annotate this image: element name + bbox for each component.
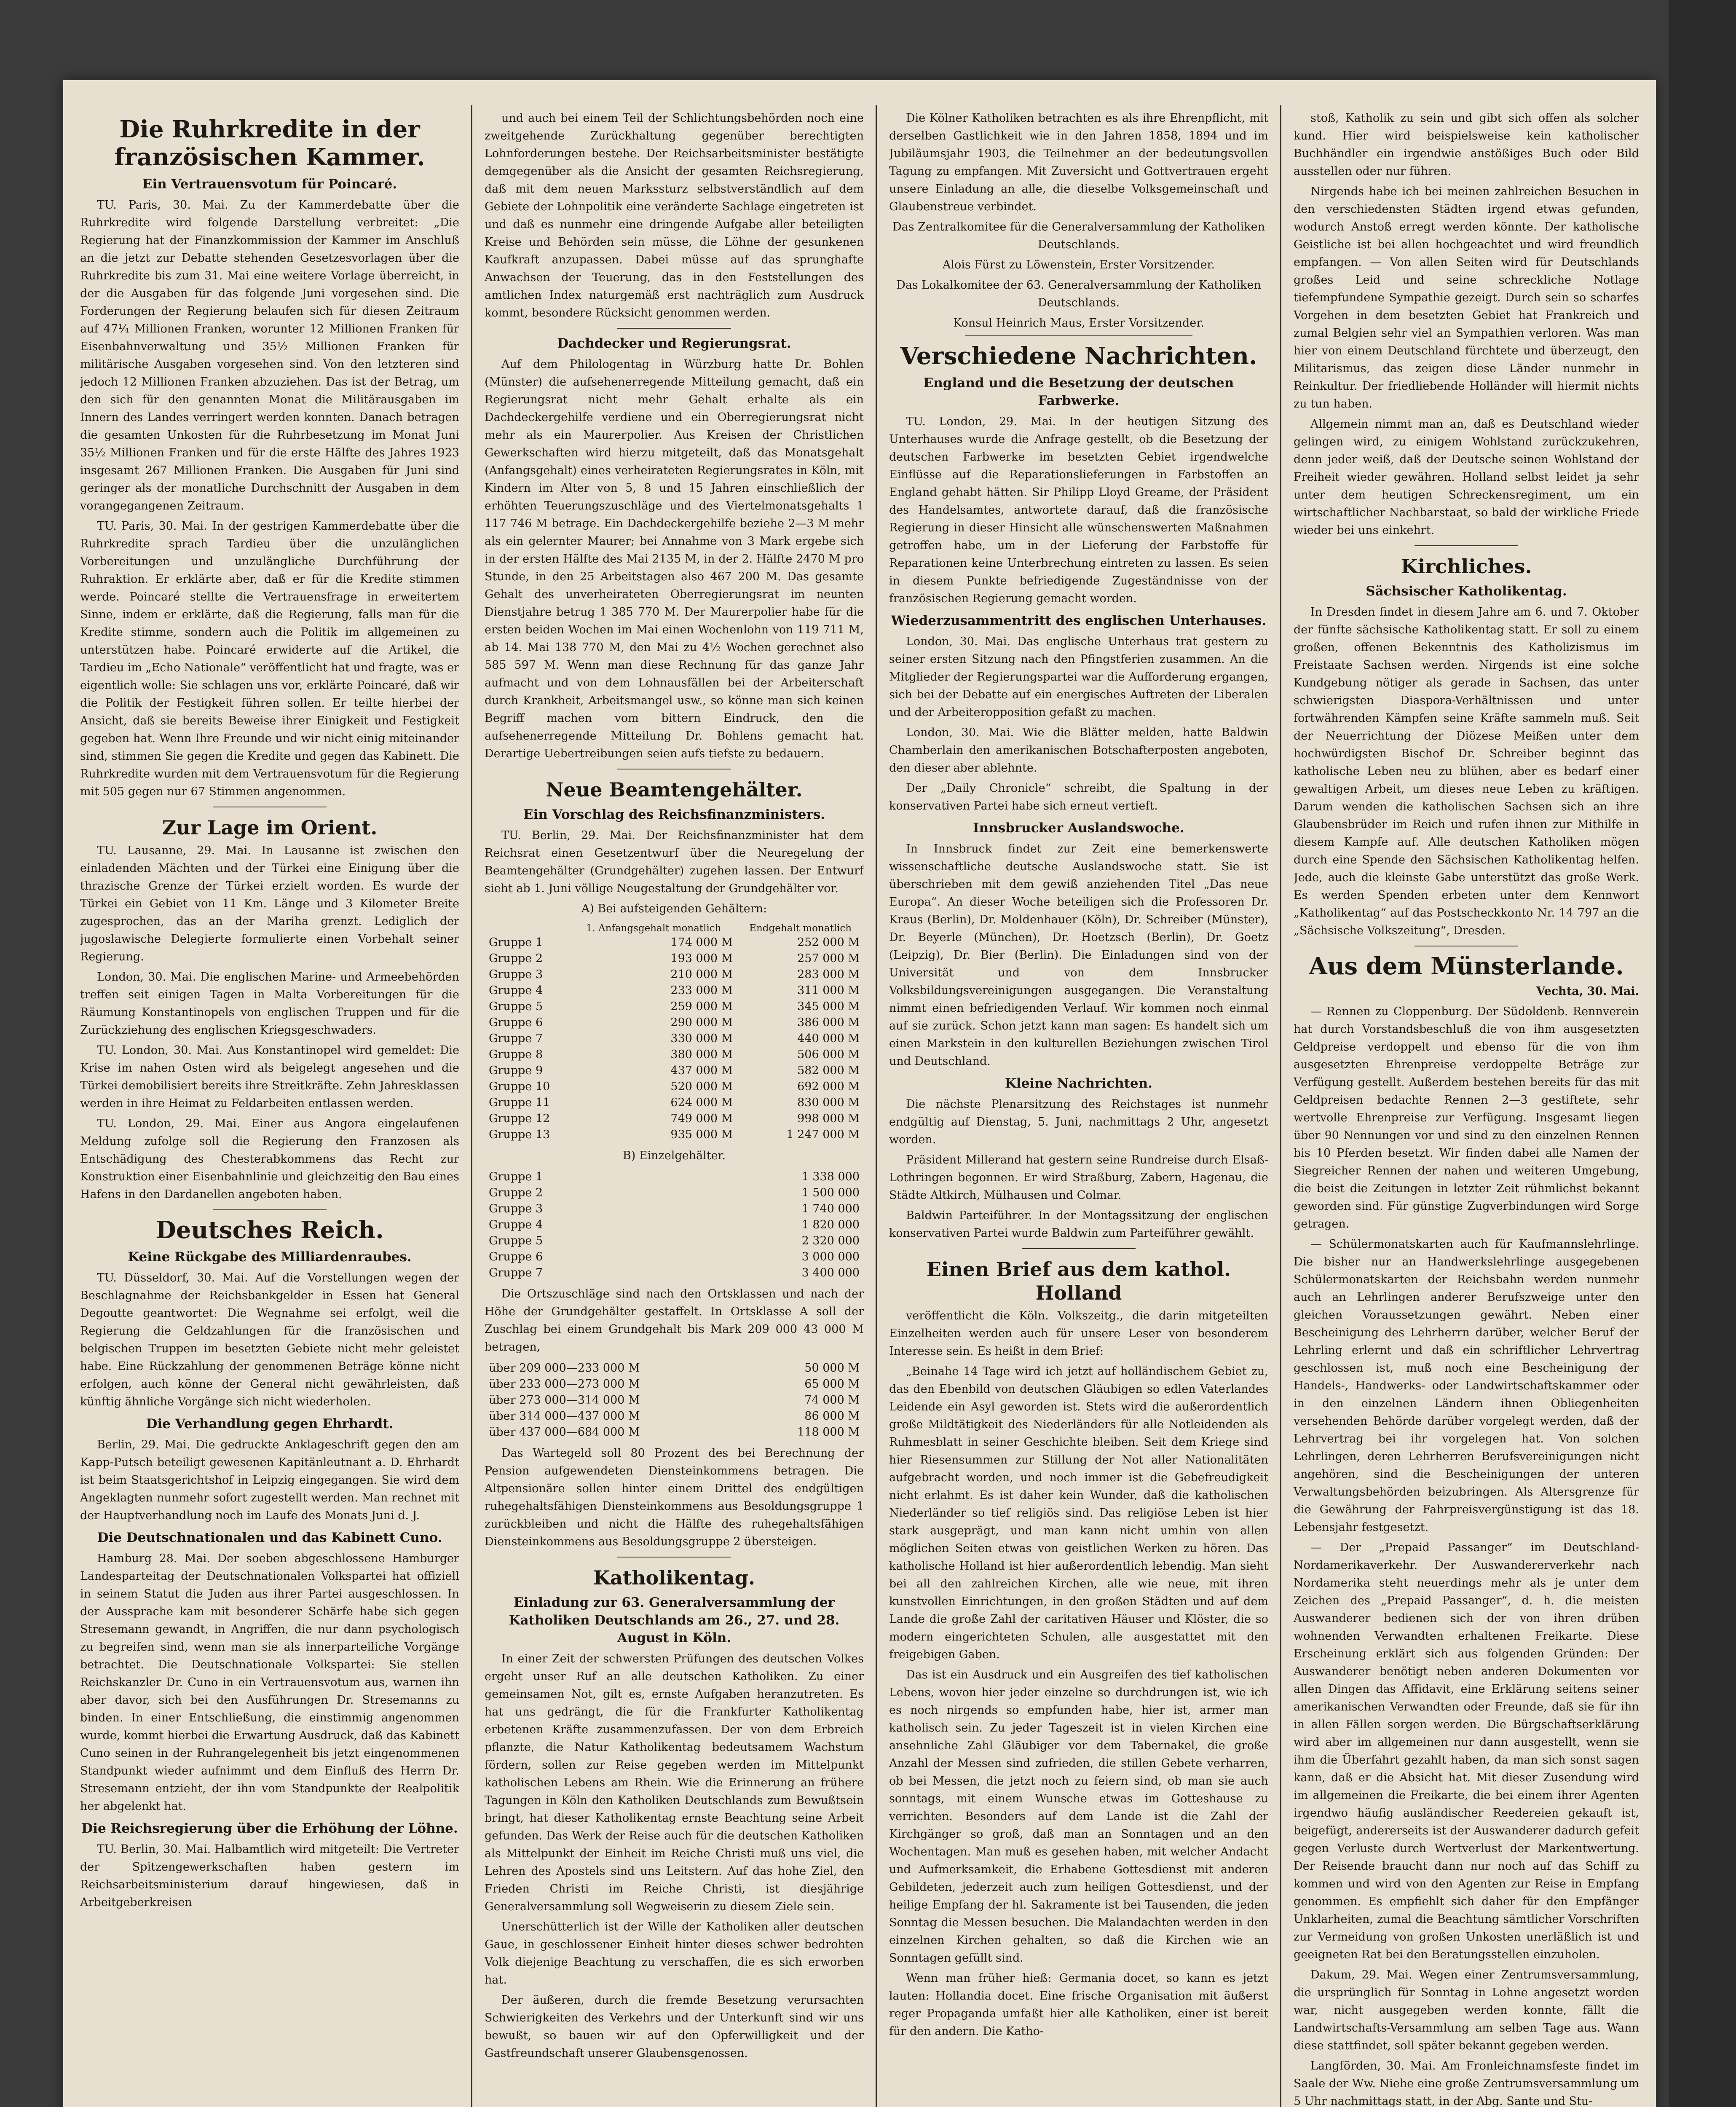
newspaper-page: [63, 80, 1656, 2107]
supplement-table: [485, 1360, 864, 1440]
subheadline: Sächsischer Katholikentag.: [1366, 584, 1567, 599]
table-cell-label: über 314 000—437 000 M: [489, 1410, 640, 1423]
table-cell-label: Gruppe 12: [489, 1112, 550, 1125]
article-paragraph: Nirgends habe ich bei meinen zahlreichen Besuchen in den verschiedensten Städten irgend etwas gefunden, wodurch Anstoß erregt werden könnte. Der katholische Geistliche ist bei allen hochgeachtet und wird freundlich empfangen. — Von allen Seiten wird für Deutschlands großes Leid und seine schreckliche Notlage tiefempfundene Sympathie gezeigt. Durch sein so scharfes Vorgehen in dem besetzten Gebiet hat Frankreich und zumal Belgien sehr viel an Sympathien verloren. Was man hier von einem Deutschland fürchtete und überzeugt, den Militarismus, das zeigen diese Länder nunmehr in Reinkultur. Der friedliebende Holländer will hiermit nichts zu tun haben.: [1294, 185, 1639, 410]
article-paragraph: Berlin, 29. Mai. Die gedruckte Anklageschrift gegen den am Kapp-Putsch beteiligt gewesenen Kapitänleutnant a. D. Ehrhardt ist beim Staatsgerichtshof in Leipzig eingegangen. Sie wird dem Angeklagten nunmehr sofort zugestellt werden. Man rechnet mit der Hauptverhandlung noch im Laufe des Monats Juni d. J.: [80, 1438, 459, 1522]
table-cell-value: 3 000 000: [801, 1250, 860, 1263]
article-paragraph: Hamburg 28. Mai. Der soeben abgeschlossene Hamburger Landesparteitag der Deutschnationalen Volkspartei hat offiziell in seinem Statut die Juden aus ihrer Partei ausgeschlossen. In der Aussprache kam mit besonderer Schärfe habe sich gegen Stresemann gewandt, in Angriffen, die nur dann psychologisch zu begreifen sind, wenn man sie als innerparteiliche Vorgänge betrachtet. Die Deutschnationale Volkspartei: Sie stellen Reichskanzler Dr. Cuno in ein Vertrauensvotum aus, warnen ihn aber davor, sich bei den Ausführungen Dr. Stresemanns zu binden. In einer Entschließung, die einstimmig angenommen wurde, kommt hierbei die Erwartung Ausdruck, daß das Kabinett Cuno seinen in der Ruhrangelegenheit bis jetzt eingenommenen Standpunkt wieder aufnimmt und dem Einfluß des Herrn Dr. Stresemann entzieht, der ihn vom Standpunkte der Realpolitik her abgelenkt hat.: [80, 1552, 459, 1813]
article-paragraph: Das ist ein Ausdruck und ein Ausgreifen des tief katholischen Lebens, wovon hier jeder einzelne so durchdrungen ist, wie ich es noch nirgends so empfunden habe, hier ist, armer man katholisch sein. Zu jeder Tageszeit ist in vielen Kirchen eine ansehnliche Zahl Gläubiger vor dem Tabernakel, die große Anzahl der Messen sind zufrieden, die stillen Gebete verharren, ob bei Messen, die jetzt noch zu feiern sind, ob man sie auch sonntags, mit einem Wunsche etwas im Gotteshause zu verrichten. Besonders auf dem Lande ist die Zahl der Kirchgänger so groß, daß man an Sonntagen und an den Wochentagen. Man muß es gesehen haben, mit welcher Andacht und Aufmerksamkeit, die Erhabene Gottesdienst mit anderen Gebildeten, jederzeit auch zum heiligen Gottesdienst, und der heilige Empfang der hl. Sakramente ist bei Tausenden, die jeden Sonntag die Messen besuchen. Die Malandachten werden in den einzelnen Kirchen gehalten, so daß die Kirchen wie an Sonntagen gefüllt sind.: [889, 1668, 1268, 1965]
article-paragraph: Der „Daily Chronicle“ schreibt, die Spaltung in der konservativen Partei habe sich erneut vertieft.: [889, 782, 1268, 812]
column-rule: [876, 105, 877, 2107]
table-row: [485, 1360, 864, 1376]
table-row: [485, 935, 864, 951]
article-paragraph: veröffentlicht die Köln. Volkszeitg., die darin mitgeteilten Einzelheiten werden auch für unsere Leser von besonderem Interesse sein. Es heißt in dem Brief:: [889, 1309, 1268, 1358]
table-cell-value: 749 000 M: [670, 1112, 733, 1125]
scan-border: [1669, 0, 1736, 2107]
table-row: [485, 1095, 864, 1111]
article-paragraph: Allgemein nimmt man an, daß es Deutschland wieder gelingen wird, zu einigem Wohlstand zurückzukehren, denn jeder weiß, daß der Deutsche seinen Wohlstand der Freiheit wieder gewähren. Holland selbst leidet ja sehr unter dem heutigen Schreckensregiment, um ein wirtschaftlicher Nachbarstaat, so bald der wirkliche Friede wieder bei uns einkehrt.: [1294, 418, 1639, 537]
table-cell-value: 692 000 M: [797, 1080, 860, 1093]
table-row: [485, 1233, 864, 1249]
table-cell-value: 3 400 000: [801, 1266, 860, 1279]
headline-katholikentag: Katholikentag.: [593, 1566, 755, 1589]
subheadline: Innsbrucker Auslandswoche.: [973, 820, 1184, 836]
article-paragraph: TU. Paris, 30. Mai. Zu der Kammerdebatte über die Ruhrkredite wird folgende Darstellung verbreitet: „Die Regierung hat der Finanzkommission der Kammer im Anschluß an die jetzt zur Debatte stehenden Gesetzesvorlagen über die Ruhrkredite bis zum 31. Mai eine weitere Vorlage überreicht, in der die Ausgaben für das folgende Juni vorgesehen sind. Die Forderungen der Regierung belaufen sich für diesen Zeitraum auf 47¼ Millionen Franken, worunter 12 Millionen Franken für Eisenbahnverwaltung und 35½ Millionen Franken für militärische Ausgaben vorgesehen sind. Von den letzteren sind jedoch 12 Millionen Franken abzuziehen. Das ist der Betrag, um den sich für den genannten Monat die Militärausgaben im Innern des Landes verringert werden konnten. Danach betragen die gesamten Unkosten für die Ruhrbesetzung im Monat Juni 35½ Millionen Franken und für die erste Hälfte des Jahres 1923 insgesamt 267 Millionen Franken. Die Ausgaben für Juni sind geringer als der monatliche Durchschnitt der Ausgaben in dem vorangegangenen Zeitraum.: [80, 198, 459, 512]
table-cell-value: 311 000 M: [797, 984, 860, 997]
table-cell-label: Gruppe 10: [489, 1080, 550, 1093]
table-cell-label: Gruppe 2: [489, 952, 543, 965]
column-1: [80, 110, 459, 2107]
article-paragraph: Langförden, 30. Mai. Am Fronleichnamsfeste findet im Saale der Ww. Niehe eine große Zentrumsversammlung um 5 Uhr nachmittags statt, in der Abg. Sante und Stu-: [1294, 2059, 1639, 2107]
table-row: [485, 1424, 864, 1440]
table-row: [485, 951, 864, 967]
table-cell-value: 1 500 000: [801, 1186, 860, 1199]
divider: [965, 335, 1192, 336]
headline-kirchliches: Kirchliches.: [1401, 555, 1532, 578]
column-2: [485, 110, 864, 2107]
article-paragraph: Der äußeren, durch die fremde Besetzung verursachten Schwierigkeiten des Verkehrs und der Unterkunft sind wir uns bewußt, so bauen wir auf den Opferwilligkeit und der Gastfreundschaft unserer Glaubensgenossen.: [485, 1994, 864, 2060]
table-cell-label: über 233 000—273 000 M: [489, 1378, 640, 1391]
article-paragraph: und auch bei einem Teil der Schlichtungsbehörden noch eine zweitgehende Zurückhaltung gegenüber berechtigten Lohnforderungen bestehe. Der Reichsarbeitsminister bestätigte demgegenüber als die Ansicht der gesamten Reichsregierung, daß mit dem neuen Markssturz selbstverständlich auf dem Gebiete der Lohnpolitik eine veränderte Sachlage eingetreten ist und daß es nunmehr eine dringende Aufgabe aller beteiligten Kreise und Behörden sein müsse, die Löhne der gesunkenen Kaufkraft anzupassen. Dabei müsse auf das sprunghafte Anwachsen der Teuerung, das in den Feststellungen des amtlichen Index naturgemäß erst nachträglich zum Ausdruck kommt, besondere Rücksicht genommen werden.: [485, 112, 864, 319]
salary-table-a: [485, 922, 864, 1143]
signature: Konsul Heinrich Maus, Erster Vorsitzender.: [953, 316, 1204, 330]
table-cell-value: 1 740 000: [801, 1202, 860, 1215]
signature: Das Zentralkomitee für die Generalversammlung der Katholiken Deutschlands.: [892, 220, 1265, 251]
table-cell-label: Gruppe 7: [489, 1032, 543, 1045]
table-cell-label: Gruppe 1: [489, 1170, 543, 1183]
table-cell-value: 1 247 000 M: [786, 1128, 860, 1141]
table-cell-value: 506 000 M: [797, 1048, 860, 1061]
table-cell-value: 935 000 M: [670, 1128, 733, 1141]
subheadline: Die Verhandlung gegen Ehrhardt.: [146, 1416, 394, 1431]
table-cell-value: 345 000 M: [797, 1000, 860, 1013]
table-header: Endgehalt monatlich: [749, 923, 852, 934]
table-cell-value: 283 000 M: [797, 968, 860, 981]
table-row: [485, 1201, 864, 1217]
table-cell-label: Gruppe 13: [489, 1128, 550, 1141]
table-cell-value: 437 000 M: [670, 1064, 733, 1077]
article-paragraph: — Schülermonatskarten auch für Kaufmannslehrlinge. Die bisher nur an Handwerkslehrlinge ausgegebenen Schülermonatskarten der Reichsbahn werden nunmehr auch an Lehrlingen anderer Berufszweige unter den gleichen Voraussetzungen gewährt. Neben einer Bescheinigung des Lehrherrn darüber, welcher Beruf der Lehrling erlernt und daß ein schriftlicher Lehrvertrag geschlossen ist, muß noch eine Bescheinigung der Handels-, Handwerks- oder Landwirtschaftskammer oder in den einzelnen Ländern ihnen Obliegenheiten versehenden Behörde darüber vorgelegt werden, daß der Lehrvertrag bei ihr vorgelegen hat. Von solchen Lehrlingen, deren Lehrherren Berufsvereinigungen nicht angehören, sind die Bescheinigungen der unteren Verwaltungsbehörden beizubringen. Als Altersgrenze für die Gewährung der Fahrpreisvergünstigung ist das 18. Lebensjahr festgesetzt.: [1294, 1238, 1639, 1534]
table-cell-label: über 437 000—684 000 M: [489, 1426, 640, 1439]
table-header: 1. Anfangsgehalt monatlich: [586, 923, 721, 934]
article-paragraph: London, 30. Mai. Die englischen Marine- und Armeebehörden treffen seit einigen Tagen in Malta Vorbereitungen für die Räumung Konstantinopels von englischen Truppen und für die Zurückziehung des englischen Kriegsgeschwaders.: [80, 970, 459, 1037]
table-cell-value: 624 000 M: [670, 1096, 733, 1109]
article-paragraph: „Beinahe 14 Tage wird ich jetzt auf holländischem Gebiet zu, das den Ebenbild von deutschen Gläubigen so edlen Vaterlandes Leidende ein Asyl geworden ist. Stets wird die außerordentlich große Mildtätigkeit des Niederländers für alle Notleidenden als Ruhmesblatt in seiner Geschichte bleiben. Seit dem Kriege sind hier Riesensummen zur Stillung der Not aller Nationalitäten aufgebracht worden, und noch immer ist die Gebefreudigkeit nicht erlahmt. Es ist daher kein Wunder, daß die katholischen Niederländer so tief religiös sind. Das religiöse Leben ist hier stark ausgeprägt, und man kann nicht umhin von allen möglichen Seiten etwas von geistlichen Werken zu hören. Das katholische Holland ist hier außerordentlich lebendig. Man sieht bei all den zahlreichen Kirchen, alle wie neue, mit ihren kunstvollen Einrichtungen, in den großen Städten und auf dem Lande die große Zahl der caritativen Häuser und Klöster, die so modern eingerichteten Schulen, alle ausgestattet mit den freigebigen Gaben.: [889, 1365, 1268, 1661]
article-paragraph: Dakum, 29. Mai. Wegen einer Zentrumsversammlung, die ursprünglich für Sonntag in Lohne angesetzt worden war, nicht ausgegeben werden konnte, fällt die Landwirtschafts-Versammlung am selben Tage aus. Wann diese stattfindet, soll später bekannt gegeben werden.: [1294, 1968, 1639, 2052]
article-paragraph: — Der „Prepaid Passanger“ im Deutschland-Nordamerikaverkehr. Der Auswandererverkehr nach Nordamerika steht neuerdings mehr als je unter dem Zeichen des „Prepaid Passanger“, d. h. die meisten Auswanderer bedienen sich der von ihren drüben wohnenden Verwandten erhaltenen Freikarte. Diese Erscheinung erklärt sich aus folgenden Gründen: Der Auswanderer benötigt neben anderen Dokumenten vor allen Dingen das Affidavit, eine Erklärung seitens seiner amerikanischen Verwandten oder Freunde, daß sie für ihn in allen Fällen sorgen werden. Die Bürgschaftserklärung wird aber im allgemeinen nur dann ausgestellt, wenn sie ihm die Überfahrt gezahlt haben, da man sich sonst sagen kann, daß er die Absicht hat. Mit dieser Zusendung wird im allgemeinen die Freikarte, die bei einem ihrer Agenten irgendwo häufig ausländischer Reedereien gekauft ist, beigefügt, andererseits ist der Auswanderer dadurch gefeit gegen Verluste durch Wertverlust der Markentwertung. Der Reisende braucht dann nur noch auf das Schiff zu kommen und wird von den Agenten zur Reise in Empfang genommen. Es empfiehlt sich daher für den Empfänger Unklarheiten, zumal die Beachtung sämtlicher Vorschriften zur Vermeidung von großen Unkosten unerläßlich ist und geeigneten Rat bei den Beratungsstellen einzuholen.: [1294, 1541, 1639, 1961]
article-paragraph: Die nächste Plenarsitzung des Reichstages ist nunmehr endgültig auf Dienstag, 5. Juni, nachmittags 2 Uhr, angesetzt worden.: [889, 1098, 1268, 1146]
table-cell-label: Gruppe 9: [489, 1064, 543, 1077]
headline-deutsches-reich: Deutsches Reich.: [155, 1216, 384, 1244]
article-paragraph: — Rennen zu Cloppenburg. Der Südoldenb. Rennverein hat durch Vorstandsbeschluß die von ihm ausgesetzten Geldpreise verdoppelt und ebenso für die von ihm ausgesetzten Ehrenpreise verdoppelte Beträge zur Verfügung gestellt. Außerdem bestehen bereits für das mit Geldpreisen bedachte Rennen 2—3 gestiftete, sehr wertvolle Ehrenpreise zur Verfügung. Insgesamt liegen über 90 Nennungen vor und sind zu den einzelnen Rennen bis 10 Pferden besetzt. Wir finden dabei alle Namen der Siegreicher Rennen der nahen und weiteren Umgebung, die beist die Zeitungen in letzter Zeit rühmlichst bekannt geworden sind. Für günstige Zugverbindungen wird Sorge getragen.: [1294, 1005, 1639, 1230]
table-cell-value: 252 000 M: [797, 936, 860, 949]
article-paragraph: TU. London, 29. Mai. Einer aus Angora eingelaufenen Meldung zufolge soll die Regierung den Franzosen als Entschädigung des Chesterabkommens das Recht zur Konstruktion einer Eisenbahnlinie und gleichzeitig den Bau eines Hafens in den Dardanellen angeboten haben.: [80, 1117, 459, 1201]
table-cell-value: 50 000 M: [804, 1362, 860, 1375]
table-cell-label: Gruppe 4: [489, 1218, 543, 1231]
table-cell-label: über 273 000—314 000 M: [489, 1394, 640, 1407]
signature: Alois Fürst zu Löwenstein, Erster Vorsitzender.: [942, 258, 1215, 271]
headline-orient: Zur Lage im Orient.: [162, 816, 378, 839]
article-paragraph: In Dresden findet in diesem Jahre am 6. und 7. Oktober der fünfte sächsische Katholikentag statt. Er soll zu einem großen, offenen Bekenntnis des Katholizismus im Freistaate Sachsen werden. Nirgends ist eine solche Kundgebung nötiger als gerade in Sachsen, das unter schwierigsten Diaspora-Verhältnissen und unter fortwährenden Kämpfen seine Kräfte sammeln muß. Seit der Neuerrichtung der Diözese Meißen unter dem hochwürdigsten Bischof Dr. Schreiber beginnt das katholische Leben neu zu blühen, aber es bedarf einer gewaltigen Arbeit, um dieses neue Leben zu kräftigen. Darum wenden die katholischen Sachsen sich an ihre Glaubensbrüder im Reich und rufen ihnen zur Mithilfe in diesem Kampfe auf. Alle deutschen Katholiken mögen durch eine Spende den Sächsischen Katholikentag helfen. Jede, auch die kleinste Gabe unterstützt das große Werk. Es werden Spenden erbeten unter dem Kennwort „Katholikentag“ auf das Postscheckkonto Nr. 14 797 an die „Sächsische Volkszeitung“, Dresden.: [1294, 606, 1639, 937]
table-cell-value: 830 000 M: [797, 1096, 860, 1109]
table-cell-label: Gruppe 2: [489, 1186, 543, 1199]
table-cell-value: 290 000 M: [670, 1016, 733, 1029]
table-cell-label: Gruppe 6: [489, 1016, 543, 1029]
table-row: [485, 1015, 864, 1031]
table-cell-value: 65 000 M: [804, 1378, 860, 1391]
table-row: [485, 1031, 864, 1047]
table-row: [485, 1265, 864, 1281]
table-row: [485, 1408, 864, 1424]
table-cell-value: 380 000 M: [670, 1048, 733, 1061]
table-row: [485, 1127, 864, 1143]
table-cell-value: 520 000 M: [670, 1080, 733, 1093]
table-cell-value: 998 000 M: [797, 1112, 860, 1125]
table-cell-value: 582 000 M: [797, 1064, 860, 1077]
table-cell-label: Gruppe 5: [489, 1234, 543, 1247]
divider: [213, 1209, 327, 1210]
subheadline: England und die Besetzung der deutschen Farbwerke.: [923, 375, 1234, 408]
table-cell-label: Gruppe 5: [489, 1000, 543, 1013]
table-cell-value: 118 000 M: [797, 1426, 860, 1439]
table-row: [485, 1079, 864, 1095]
subheadline: Ein Vorschlag des Reichsfinanzministers.: [523, 807, 825, 822]
table-cell-value: 259 000 M: [670, 1000, 733, 1013]
subheadline: Dachdecker und Regierungsrat.: [557, 336, 791, 351]
table-row: [485, 1392, 864, 1408]
article-paragraph: Die Ortszuschläge sind nach den Ortsklassen und nach der Höhe der Grundgehälter gestaffelt. In Ortsklasse A soll der Zuschlag bei einem Grundgehalt bis Mark 209 000 43 000 M betragen,: [485, 1287, 864, 1354]
article-paragraph: Das Wartegeld soll 80 Prozent des bei Berechnung der Pension aufgewendeten Diensteinkommens betragen. Die Altpensionäre sollen hinter einem Drittel des endgültigen ruhegehaltsfähigen Diensteinkommens aus Besoldungsgruppe 1 zurückbleiben und nicht die Hälfte des ruhegehaltsfähigen Diensteinkommens aus Besoldungsgruppe 2 übersteigen.: [485, 1447, 864, 1548]
table-cell-value: 193 000 M: [670, 952, 733, 965]
article-paragraph: TU. Berlin, 30. Mai. Halbamtlich wird mitgeteilt: Die Vertreter der Spitzengewerkschaften haben gestern im Reichsarbeitsministerium darauf hingewiesen, daß in Arbeitgeberkreisen: [80, 1843, 459, 1909]
article-paragraph: In Innsbruck findet zur Zeit eine bemerkenswerte wissenschaftliche deutsche Auslandswoche statt. Sie ist überschrieben mit dem gewiß anziehenden Titel „Das neue Europa“. An dieser Woche beteiligen sich die Professoren Dr. Kraus (Berlin), Dr. Moldenhauer (Köln), Dr. Schreiber (Münster), Dr. Beyerle (München), Dr. Hoetzsch (Berlin), Dr. Goetz (Leipzig), Dr. Bier (Berlin). Die Einladungen sind von der Universität und von dem Innsbrucker Volksbildungsvereinigungen ausgegangen. Die Veranstaltung nimmt einen befriedigenden Verlauf. Wir kommen noch einmal auf sie zurück. Schon jetzt kann man sagen: Es handelt sich um einen Markstein in den kulturellen Beziehungen zwischen Tirol und Deutschland.: [889, 842, 1268, 1068]
table-cell-label: Gruppe 1: [489, 936, 543, 949]
divider: [1415, 545, 1518, 546]
article-paragraph: Baldwin Parteiführer. In der Montagssitzung der englischen konservativen Partei wurde Baldwin zum Parteiführer gewählt.: [889, 1209, 1268, 1240]
table-cell-value: 386 000 M: [797, 1016, 860, 1029]
dateline: Vechta, 30. Mai.: [1536, 985, 1639, 998]
subheadline: Einladung zur 63. Generalversammlung der Katholiken Deutschlands am 26., 27. und 28. August in Köln.: [509, 1595, 840, 1646]
table-cell-label: Gruppe 6: [489, 1250, 543, 1263]
table-cell-label: über 209 000—233 000 M: [489, 1362, 640, 1375]
subheadline: Die Deutschnationalen und das Kabinett Cuno.: [97, 1530, 442, 1545]
table-caption: A) Bei aufsteigenden Gehältern:: [581, 902, 767, 915]
article-paragraph: London, 30. Mai. Das englische Unterhaus trat gestern zu seiner ersten Sitzung nach den Pfingstferien zusammen. An die Mitglieder der Regierungspartei war die Aufforderung ergangen, sich bei der Debatte auf ein energisches Auftreten der Liberalen und der Arbeiteropposition gefaßt zu machen.: [889, 635, 1268, 719]
table-row: [485, 1249, 864, 1265]
table-cell-label: Gruppe 7: [489, 1266, 543, 1279]
article-paragraph: Wenn man früher hieß: Germania docet, so kann es jetzt lauten: Hollandia docet. Eine frische Organisation mit äußerst reger Propaganda umfaßt hier alle Katholiken, einer ist bereit für den andern. Die Katho-: [889, 1972, 1268, 2038]
salary-table-b: [485, 1169, 864, 1281]
table-row: [485, 999, 864, 1015]
table-row: [485, 1063, 864, 1079]
headline-verschiedene-nachrichten: Verschiedene Nachrichten.: [900, 342, 1257, 370]
subheadline: Die Reichsregierung über die Erhöhung der Löhne.: [81, 1821, 458, 1836]
table-header: [485, 922, 570, 935]
table-row: [485, 1185, 864, 1201]
headline-brief-holland: Einen Brief aus dem kathol. Holland: [926, 1258, 1231, 1304]
article-paragraph: In einer Zeit der schwersten Prüfungen des deutschen Volkes ergeht unser Ruf an alle deutschen Katholiken. Zu einer gemeinsamen Not, gilt es, ernste Aufgaben heranzutreten. Es hat uns gedrängt, die für die Frankfurter Katholikentag erbetenen Kräfte zusammenzufassen. Der von dem Erbreich pflanzte, die Natur Katholikentag bedeutsamem Wachstum fördern, sollen zur Reise gegeben werden im Mittelpunkt katholischen Lebens am Rhein. Wie die Erinnerung an frühere Tagungen in Köln den Katholiken Deutschlands zum Bewußtsein bringt, hat dieser Katholikentag ernste Beachtung seine Arbeit gefunden. Das Werk der Reise auch für die deutschen Katholiken als Mittelpunkt der Einheit im Reiche Christi muß uns viel, die Lehren des Apostels sind uns Leitstern. Auf das hohe Ziel, den Frieden Christi im Reiche Christi, ist diesjährige Generalversammlung soll Wegweiserin zu diesem Ziele sein.: [485, 1652, 864, 1913]
table-cell-label: Gruppe 11: [489, 1096, 550, 1109]
article-paragraph: TU. Düsseldorf, 30. Mai. Auf die Vorstellungen wegen der Beschlagnahme der Reichsbankgelder in Essen hat General Degoutte geantwortet: Die Wegnahme sei erfolgt, weil die Regierung die Geldzahlungen für die französischen und belgischen Truppen im besetzten Gebiete nicht mehr geleistet habe. Eine Rückzahlung der genommenen Beträge könne nicht erfolgen, auch könne der General nicht gewährleisten, daß künftig ähnliche Vorgänge sich nicht wiederholen.: [80, 1271, 459, 1408]
subheadline: Wiederzusammentritt des englischen Unterhauses.: [891, 613, 1267, 628]
table-cell-label: Gruppe 3: [489, 1202, 543, 1215]
article-paragraph: Die Kölner Katholiken betrachten es als ihre Ehrenpflicht, mit derselben Gastlichkeit wie in den Jahren 1858, 1894 und im Jubiläumsjahr 1903, die Teilnehmer an der bedeutungsvollen Tagung zu empfangen. Mit Zuversicht und Gottvertrauen ergeht unsere Einladung an alle, die dieselbe Volksgemeinschaft und Glaubenstreue verbindet.: [889, 112, 1268, 213]
table-cell-value: 174 000 M: [670, 936, 733, 949]
table-row: [485, 1217, 864, 1233]
table-cell-label: Gruppe 8: [489, 1048, 543, 1061]
signature: Das Lokalkomitee der 63. Generalversammlung der Katholiken Deutschlands.: [896, 279, 1261, 309]
article-paragraph: TU. London, 29. Mai. In der heutigen Sitzung des Unterhauses wurde die Anfrage gestellt, ob die Besetzung der deutschen Farbwerke im besetzten Gebiet irgendwelche Einflüsse auf die Reparationslieferungen in Farbstoffen an England gehabt hätten. Sir Philipp Lloyd Greame, der Präsident des Handelsamtes, antwortete darauf, daß die französische Regierung in dieser Hinsicht alle wünschenswerten Maßnahmen getroffen habe, um in der Lieferung der Farbstoffe für Reparationen keine Unterbrechung eintreten zu lassen. Es seien in diesem Punkte befriedigende Zugeständnisse von der französischen Regierung gemacht worden.: [889, 415, 1268, 605]
subheadline: Kleine Nachrichten.: [1005, 1076, 1152, 1091]
headline-ruhrkredite: Die Ruhrkredite in der französischen Kammer.: [114, 115, 425, 171]
table-caption: B) Einzelgehälter.: [622, 1149, 726, 1162]
column-4: [1294, 110, 1639, 2107]
divider: [1022, 1248, 1136, 1249]
table-row: [485, 983, 864, 999]
article-paragraph: London, 30. Mai. Wie die Blätter melden, hatte Baldwin Chamberlain den amerikanischen Botschafterposten angeboten, den dieser aber ablehnte.: [889, 726, 1268, 775]
article-paragraph: TU. Berlin, 29. Mai. Der Reichsfinanzminister hat dem Reichsrat einen Gesetzentwurf über die Neuregelung der Beamtengehälter (Grundgehälter) zugehen lassen. Der Entwurf sieht ab 1. Juni völlige Neugestaltung der Grundgehälter vor.: [485, 829, 864, 895]
table-cell-value: 86 000 M: [804, 1410, 860, 1423]
divider: [617, 328, 731, 329]
column-rule: [1280, 105, 1281, 2107]
table-cell-value: 1 338 000: [801, 1170, 860, 1183]
column-3: [889, 110, 1268, 2107]
article-paragraph: TU. Lausanne, 29. Mai. In Lausanne ist zwischen den einladenden Mächten und der Türkei eine Einigung über die thrazische Grenze der Türkei erzielt worden. Es wurde der Türkei ein Gebiet von 11 Km. Länge und 3 Kilometer Breite zugesprochen, das an der Mariha grenzt. Lediglich der jugoslawische Delegierte formulierte einen Vorbehalt seiner Regierung.: [80, 844, 459, 963]
table-row: [485, 1111, 864, 1127]
table-cell-value: 2 320 000: [801, 1234, 860, 1247]
table-cell-value: 233 000 M: [670, 984, 733, 997]
column-rule: [471, 105, 472, 2107]
table-cell-value: 257 000 M: [797, 952, 860, 965]
article-paragraph: Präsident Millerand hat gestern seine Rundreise durch Elsaß-Lothringen begonnen. Er wird Straßburg, Zabern, Hagenau, die Städte Altkirch, Mülhausen und Colmar.: [889, 1153, 1268, 1202]
table-row: [485, 1376, 864, 1392]
table-cell-value: 330 000 M: [670, 1032, 733, 1045]
headline-muensterlande: Aus dem Münsterlande.: [1309, 952, 1624, 980]
article-paragraph: TU. Paris, 30. Mai. In der gestrigen Kammerdebatte über die Ruhrkredite sprach Tardieu über die unzulänglichen Vorbereitungen und unzulängliche Durchführung der Ruhraktion. Er erklärte aber, daß er für die Kredite stimmen werde. Poincaré stellte die Vertrauensfrage in erweitertem Sinne, indem er erklärte, daß die Regierung, falls man für die Kredite stimme, sondern auch die Politik im allgemeinen zu unterstützen habe. Poincaré erwiderte auf die Artikel, die Tardieu im „Echo Nationale“ veröffentlicht hat und fragte, was er eigentlich wolle: Sie schlagen uns vor, erklärte Poincaré, daß wir die Politik der Festigkeit führen sollen. Er teilte hierbei der Ansicht, daß sie bereits Beweise ihrer Einigkeit und Festigkeit gegeben hat. Wenn Ihre Freunde und wir nicht einig miteinander sind, stimmen Sie gegen die Kredite und gegen das Kabinett. Die Ruhrkredite wurden mit dem Vertrauensvotum für die Regierung mit 505 gegen nur 67 Stimmen angenommen.: [80, 520, 459, 798]
table-cell-value: 440 000 M: [797, 1032, 860, 1045]
table-cell-value: 210 000 M: [670, 968, 733, 981]
article-paragraph: Auf dem Philologentag in Würzburg hatte Dr. Bohlen (Münster) die aufsehenerregende Mitteilung gemacht, daß ein Regierungsrat nicht mehr Gehalt erhalte als ein Dachdeckergehilfe verdiene und ein Oberregierungsrat nicht mehr als ein Maurerpolier. Aus Kreisen der Christlichen Gewerkschaften wird hierzu mitgeteilt, daß das Monatsgehalt (Anfangsgehalt) eines verheirateten Regierungsrates in Köln, mit Kindern im Alter von 5, 8 und 15 Jahren einschließlich der erhöhten Teuerungszuschläge und des Viertelmonatsgehalts 1 117 746 M betrage. Ein Dachdeckergehilfe beziehe 2—3 M mehr als ein gelernter Maurer; bei Annahme von 3 Mark ergebe sich in der ersten Hälfte des Mai 2135 M, in der 2. Hälfte 2470 M pro Stunde, in den 25 Arbeitstagen also 467 200 M. Das gesamte Gehalt des unverheirateten Oberregierungsrat im neunten Dienstjahre betrug 1 385 770 M. Der Maurerpolier habe für die ersten beiden Wochen im Mai einen Wochenlohn von 119 711 M, ab 14. Mai 138 770 M, den Mai zu 4½ Wochen gerechnet also 585 597 M. Wenn man diese Rechnung für das ganze Jahr aufmacht und von dem Lohnausfällen bei der Arbeiterschaft durch Krankheit, Arbeitsmangel usw., so könne man sich keinen Begriff machen vom bittern Eindruck, den die aufsehenerregende Mitteilung Dr. Bohlens gemacht hat. Derartige Uebertreibungen seien aufs tiefste zu bedauern.: [485, 358, 864, 760]
table-row: [485, 1047, 864, 1063]
table-cell-label: Gruppe 3: [489, 968, 543, 981]
subheadline: Keine Rückgabe des Milliardenraubes.: [128, 1249, 412, 1265]
headline-beamtengehaelter: Neue Beamtengehälter.: [546, 778, 803, 801]
table-row: [485, 1169, 864, 1185]
article-paragraph: stoß, Katholik zu sein und gibt sich offen als solcher kund. Hier wird beispielsweise kein katholischer Buchhändler ein irgendwie anstößiges Buch oder Bild ausstellen oder nur führen.: [1294, 112, 1639, 178]
article-paragraph: Unerschütterlich ist der Wille der Katholiken aller deutschen Gaue, in geschlossener Einheit hinter dieses schwer bedrohten Volk diejenige Beachtung zu verschaffen, die es sich erworben hat.: [485, 1920, 864, 1986]
table-row: [485, 967, 864, 983]
table-cell-value: 1 820 000: [801, 1218, 860, 1231]
table-cell-value: 74 000 M: [804, 1394, 860, 1407]
subheadline: Ein Vertrauensvotum für Poincaré.: [142, 177, 397, 192]
table-cell-label: Gruppe 4: [489, 984, 543, 997]
article-paragraph: TU. London, 30. Mai. Aus Konstantinopel wird gemeldet: Die Krise im nahen Osten wird als beigelegt angesehen und die Türkei demobilisiert bereits ihre Streitkräfte. Zehn Jahresklassen werden in ihre Heimat zu Feldarbeiten entlassen werden.: [80, 1044, 459, 1110]
